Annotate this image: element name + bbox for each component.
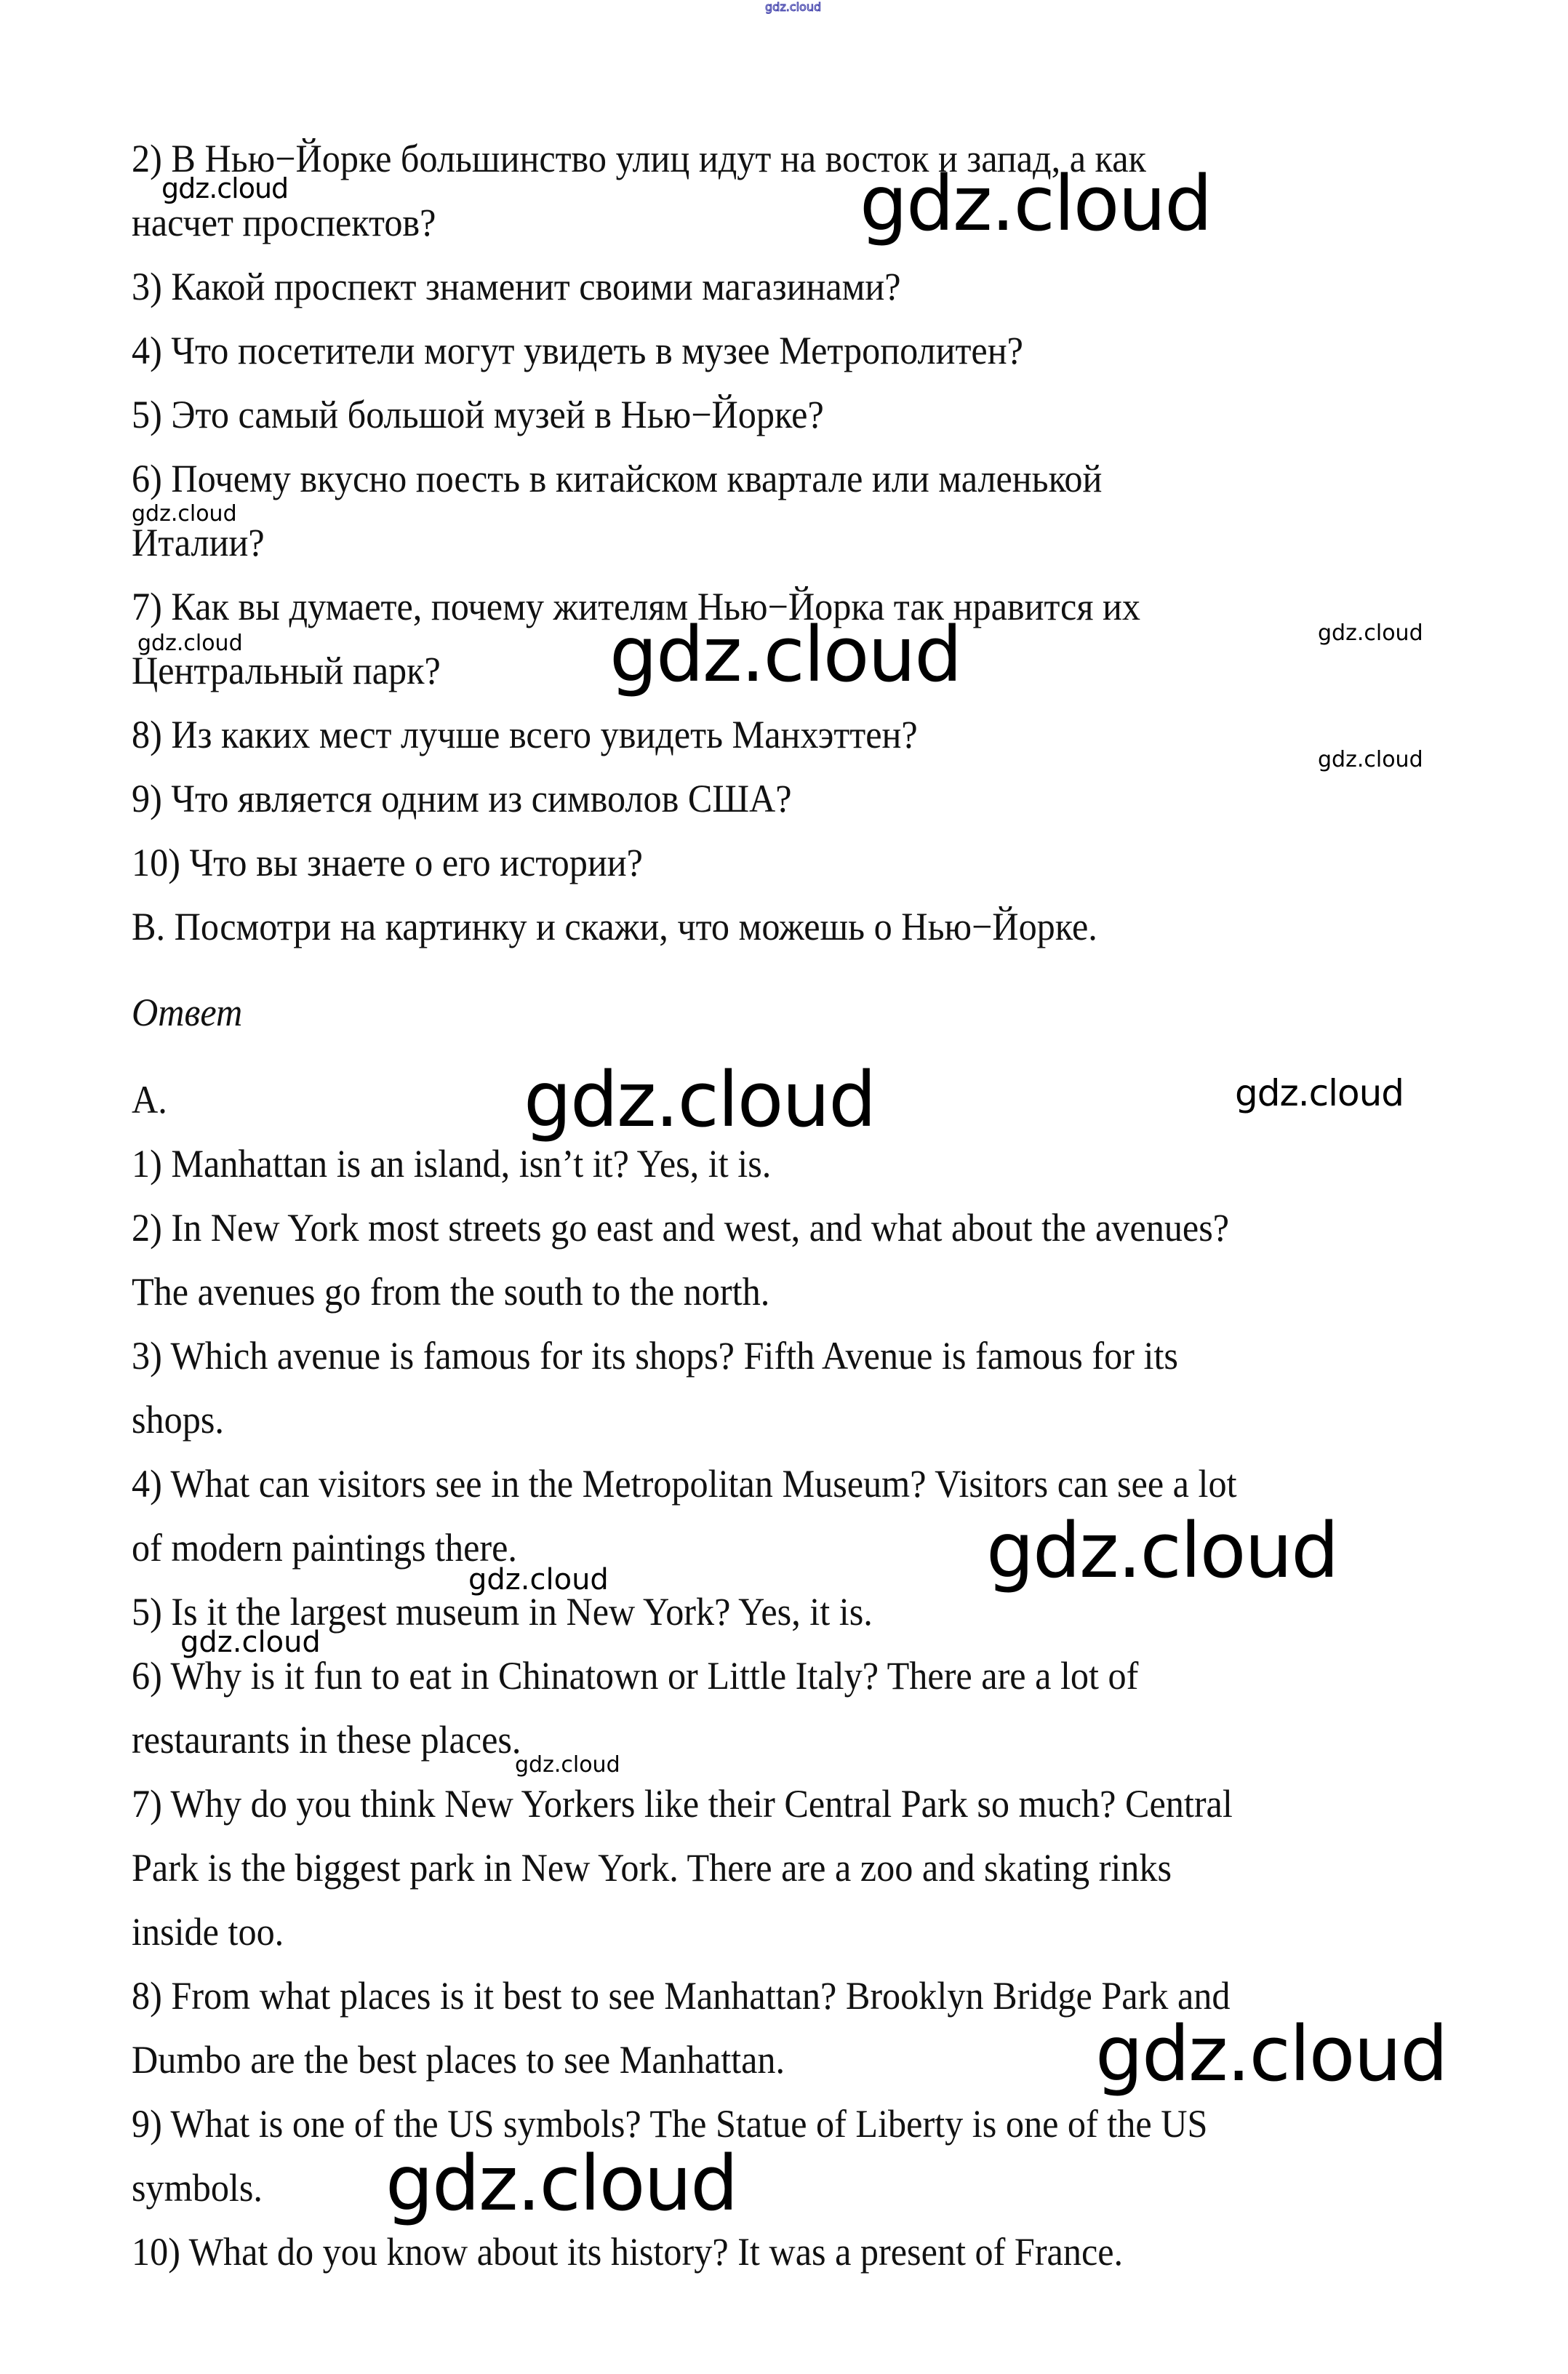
question-7-line-1: 7) Как вы думаете, почему жителям Нью−Йорка так нравится их	[132, 585, 1140, 628]
answer-line: 7) Why do you think New Yorkers like their Central Park so much? Central	[132, 1782, 1233, 1826]
watermark: gdz.cloud	[1235, 1072, 1404, 1114]
watermark: gdz.cloud	[468, 1563, 609, 1596]
answer-line: Dumbo are the best places to see Manhattan.	[132, 2038, 785, 2082]
watermark: gdz.cloud	[385, 2139, 737, 2228]
question-10: 10) Что вы знаете о его истории?	[132, 841, 643, 884]
watermark: gdz.cloud	[161, 172, 289, 204]
answer-line: 3) Which avenue is famous for its shops? Fifth Avenue is famous for its	[132, 1334, 1178, 1378]
watermark: gdz.cloud	[137, 631, 243, 656]
watermark: gdz.cloud	[609, 610, 961, 699]
watermark: gdz.cloud	[1318, 747, 1423, 772]
watermark: gdz.cloud	[132, 501, 237, 527]
answer-line: symbols.	[132, 2166, 263, 2210]
question-6-line-2: Италии?	[132, 521, 265, 564]
watermark: gdz.cloud	[180, 1626, 321, 1659]
watermark: gdz.cloud	[1318, 620, 1423, 646]
watermark-top: gdz.cloud	[765, 0, 822, 14]
watermark: gdz.cloud	[515, 1752, 620, 1778]
answer-line: 9) What is one of the US symbols? The Statue of Liberty is one of the US	[132, 2102, 1208, 2146]
task-b: B. Посмотри на картинку и скажи, что можешь о Нью−Йорке.	[132, 905, 1097, 948]
answer-line: 8) From what places is it best to see Manhattan? Brooklyn Bridge Park and	[132, 1974, 1231, 2018]
answer-section-a: A.	[132, 1078, 167, 1122]
question-9: 9) Что является одним из символов США?	[132, 777, 792, 820]
answer-line: 2) In New York most streets go east and west, and what about the avenues?	[132, 1206, 1230, 1250]
answer-line: 6) Why is it fun to eat in Chinatown or Little Italy? There are a lot of	[132, 1654, 1139, 1698]
answer-line: shops.	[132, 1398, 224, 1442]
question-2-line-2: насчет проспектов?	[132, 201, 436, 244]
answer-heading: Ответ	[132, 991, 243, 1034]
watermark: gdz.cloud	[524, 1055, 876, 1144]
answer-line: Park is the biggest park in New York. There are a zoo and skating rinks	[132, 1846, 1172, 1890]
answer-line: of modern paintings there.	[132, 1526, 517, 1570]
answer-line: inside too.	[132, 1910, 284, 1954]
question-6-line-1: 6) Почему вкусно поесть в китайском квартале или маленькой	[132, 457, 1103, 500]
question-5: 5) Это самый большой музей в Нью−Йорке?	[132, 393, 824, 436]
watermark: gdz.cloud	[986, 1506, 1338, 1595]
question-7-line-2: Центральный парк?	[132, 649, 441, 692]
answer-line: 10) What do you know about its history? It was a present of France.	[132, 2230, 1124, 2274]
question-2-line-1: 2) В Нью−Йорке большинство улиц идут на восток и запад, а как	[132, 137, 1146, 180]
answer-line: 1) Manhattan is an island, isn’t it? Yes, it is.	[132, 1142, 772, 1186]
answer-line: 4) What can visitors see in the Metropolitan Museum? Visitors can see a lot	[132, 1462, 1237, 1506]
watermark: gdz.cloud	[1095, 2010, 1447, 2098]
watermark: gdz.cloud	[860, 159, 1212, 248]
answer-line: The avenues go from the south to the north.	[132, 1270, 770, 1314]
answer-line: 5) Is it the largest museum in New York? Yes, it is.	[132, 1590, 873, 1634]
question-8: 8) Из каких мест лучше всего увидеть Манхэттен?	[132, 713, 918, 756]
question-3: 3) Какой проспект знаменит своими магазинами?	[132, 265, 901, 308]
answer-line: restaurants in these places.	[132, 1718, 521, 1762]
question-4: 4) Что посетители могут увидеть в музее Метрополитен?	[132, 329, 1023, 372]
